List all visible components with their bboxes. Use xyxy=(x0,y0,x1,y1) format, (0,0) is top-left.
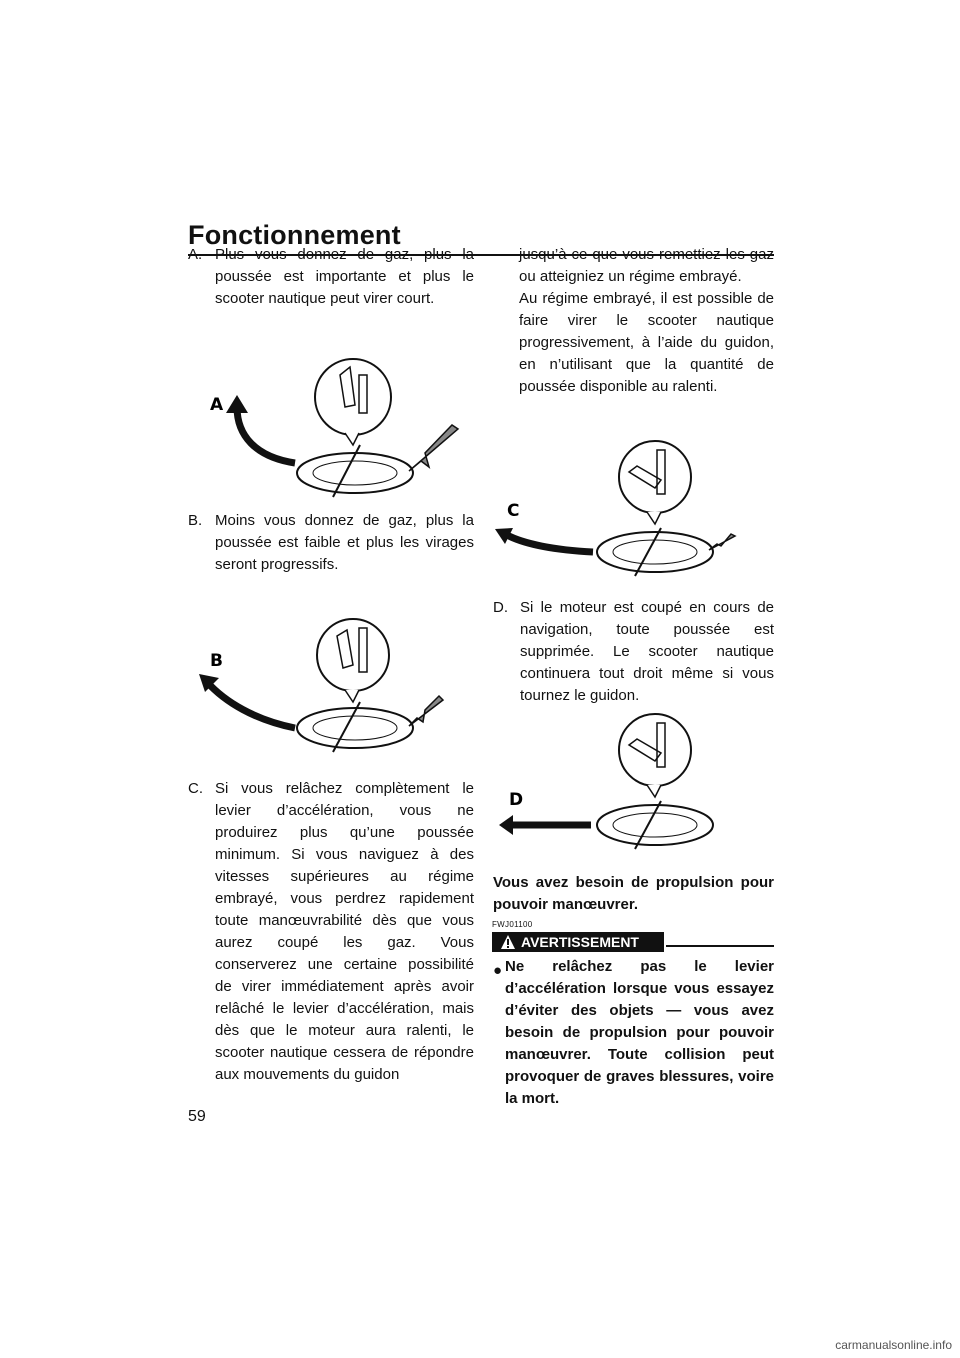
item-a-letter: A. xyxy=(188,246,203,263)
arrowhead-icon xyxy=(499,815,513,835)
thrust-arrow-icon xyxy=(709,534,735,550)
item-b-letter: B. xyxy=(188,512,203,529)
diagram-c-label: C xyxy=(507,501,520,521)
arrowhead-icon xyxy=(226,395,248,413)
warning-text: Ne relâchez pas le levier d’accélération lorsque vous essayez d’éviter des objets — vous avez besoin de propulsion pour pouvoir manœuvrer. Toute collision peut provoquer de graves blessures, voire la mort. xyxy=(505,958,774,1107)
item-c xyxy=(188,778,474,1086)
thrust-arrow-icon xyxy=(409,425,458,471)
item-b-text: Moins vous donnez de gaz, plus la poussée est faible et plus les virages seront progressifs. xyxy=(215,512,474,573)
item-d xyxy=(493,597,774,707)
warning-badge xyxy=(492,932,664,952)
diagram-d-label: D xyxy=(509,790,524,810)
diagram-d xyxy=(495,705,770,855)
warning-label: AVERTISSEMENT xyxy=(521,934,639,950)
continuation-text-1: jusqu’à ce que vous remettiez les gaz ou atteigniez un régime embrayé. xyxy=(519,246,774,285)
scooter-hull-icon xyxy=(297,453,413,493)
item-b xyxy=(188,510,474,576)
warning-rule xyxy=(666,945,774,947)
diagram-a xyxy=(195,345,470,500)
item-d-text: Si le moteur est coupé en cours de navigation, toute poussée est supprimée. Le scooter nautique continuera tout droit même si vous tournez le guidon. xyxy=(520,599,774,704)
continuation-text-2: Au régime embrayé, il est possible de faire virer le scooter nautique progressivement, à l’aide du guidon, en n’utilisant que la quantité de poussée disponible au ralenti. xyxy=(519,290,774,395)
diagram-b-label: B xyxy=(210,651,223,671)
watermark: carmanualsonline.info xyxy=(835,1338,952,1352)
thrust-arrow-icon xyxy=(409,696,443,726)
throttle-lever-detail-icon xyxy=(317,619,389,691)
warning-code: FWJ01100 xyxy=(492,920,533,929)
item-a xyxy=(188,244,474,310)
bullet-icon: ● xyxy=(493,962,503,979)
diagram-b xyxy=(195,610,470,760)
page-number: 59 xyxy=(188,1108,206,1125)
item-c-text: Si vous relâchez complètement le levier d’accélération, vous ne produirez plus qu’une poussée minimum. Si vous naviguez à des vitesses supérieures au régime embrayé, vous perdrez rapidement toute manœuvrabilité dès que vous aurez coupé les gaz. Vous conserverez une certaine possibilité de virer immédiatement après avoir relâché le levier d’accélération, mais dès que le moteur aura ralenti, le scooter nautique cessera de répondre aux mouvements du guidon xyxy=(215,780,474,1083)
propulsion-note: Vous avez besoin de propulsion pour pouvoir manœuvrer. xyxy=(493,874,774,913)
diagram-a-label: A xyxy=(210,395,224,415)
scooter-hull-icon xyxy=(297,708,413,748)
item-d-letter: D. xyxy=(493,599,508,616)
warning-triangle-icon xyxy=(500,934,516,950)
turn-arrow-icon xyxy=(237,407,295,463)
page-title: Fonctionnement xyxy=(188,220,401,250)
item-c-letter: C. xyxy=(188,780,203,797)
turn-arrow-icon xyxy=(207,682,295,728)
item-a-text: Plus vous donnez de gaz, plus la poussée est importante et plus le scooter nautique peut virer court. xyxy=(215,246,474,307)
diagram-c xyxy=(495,432,770,582)
turn-arrow-icon xyxy=(505,534,593,552)
